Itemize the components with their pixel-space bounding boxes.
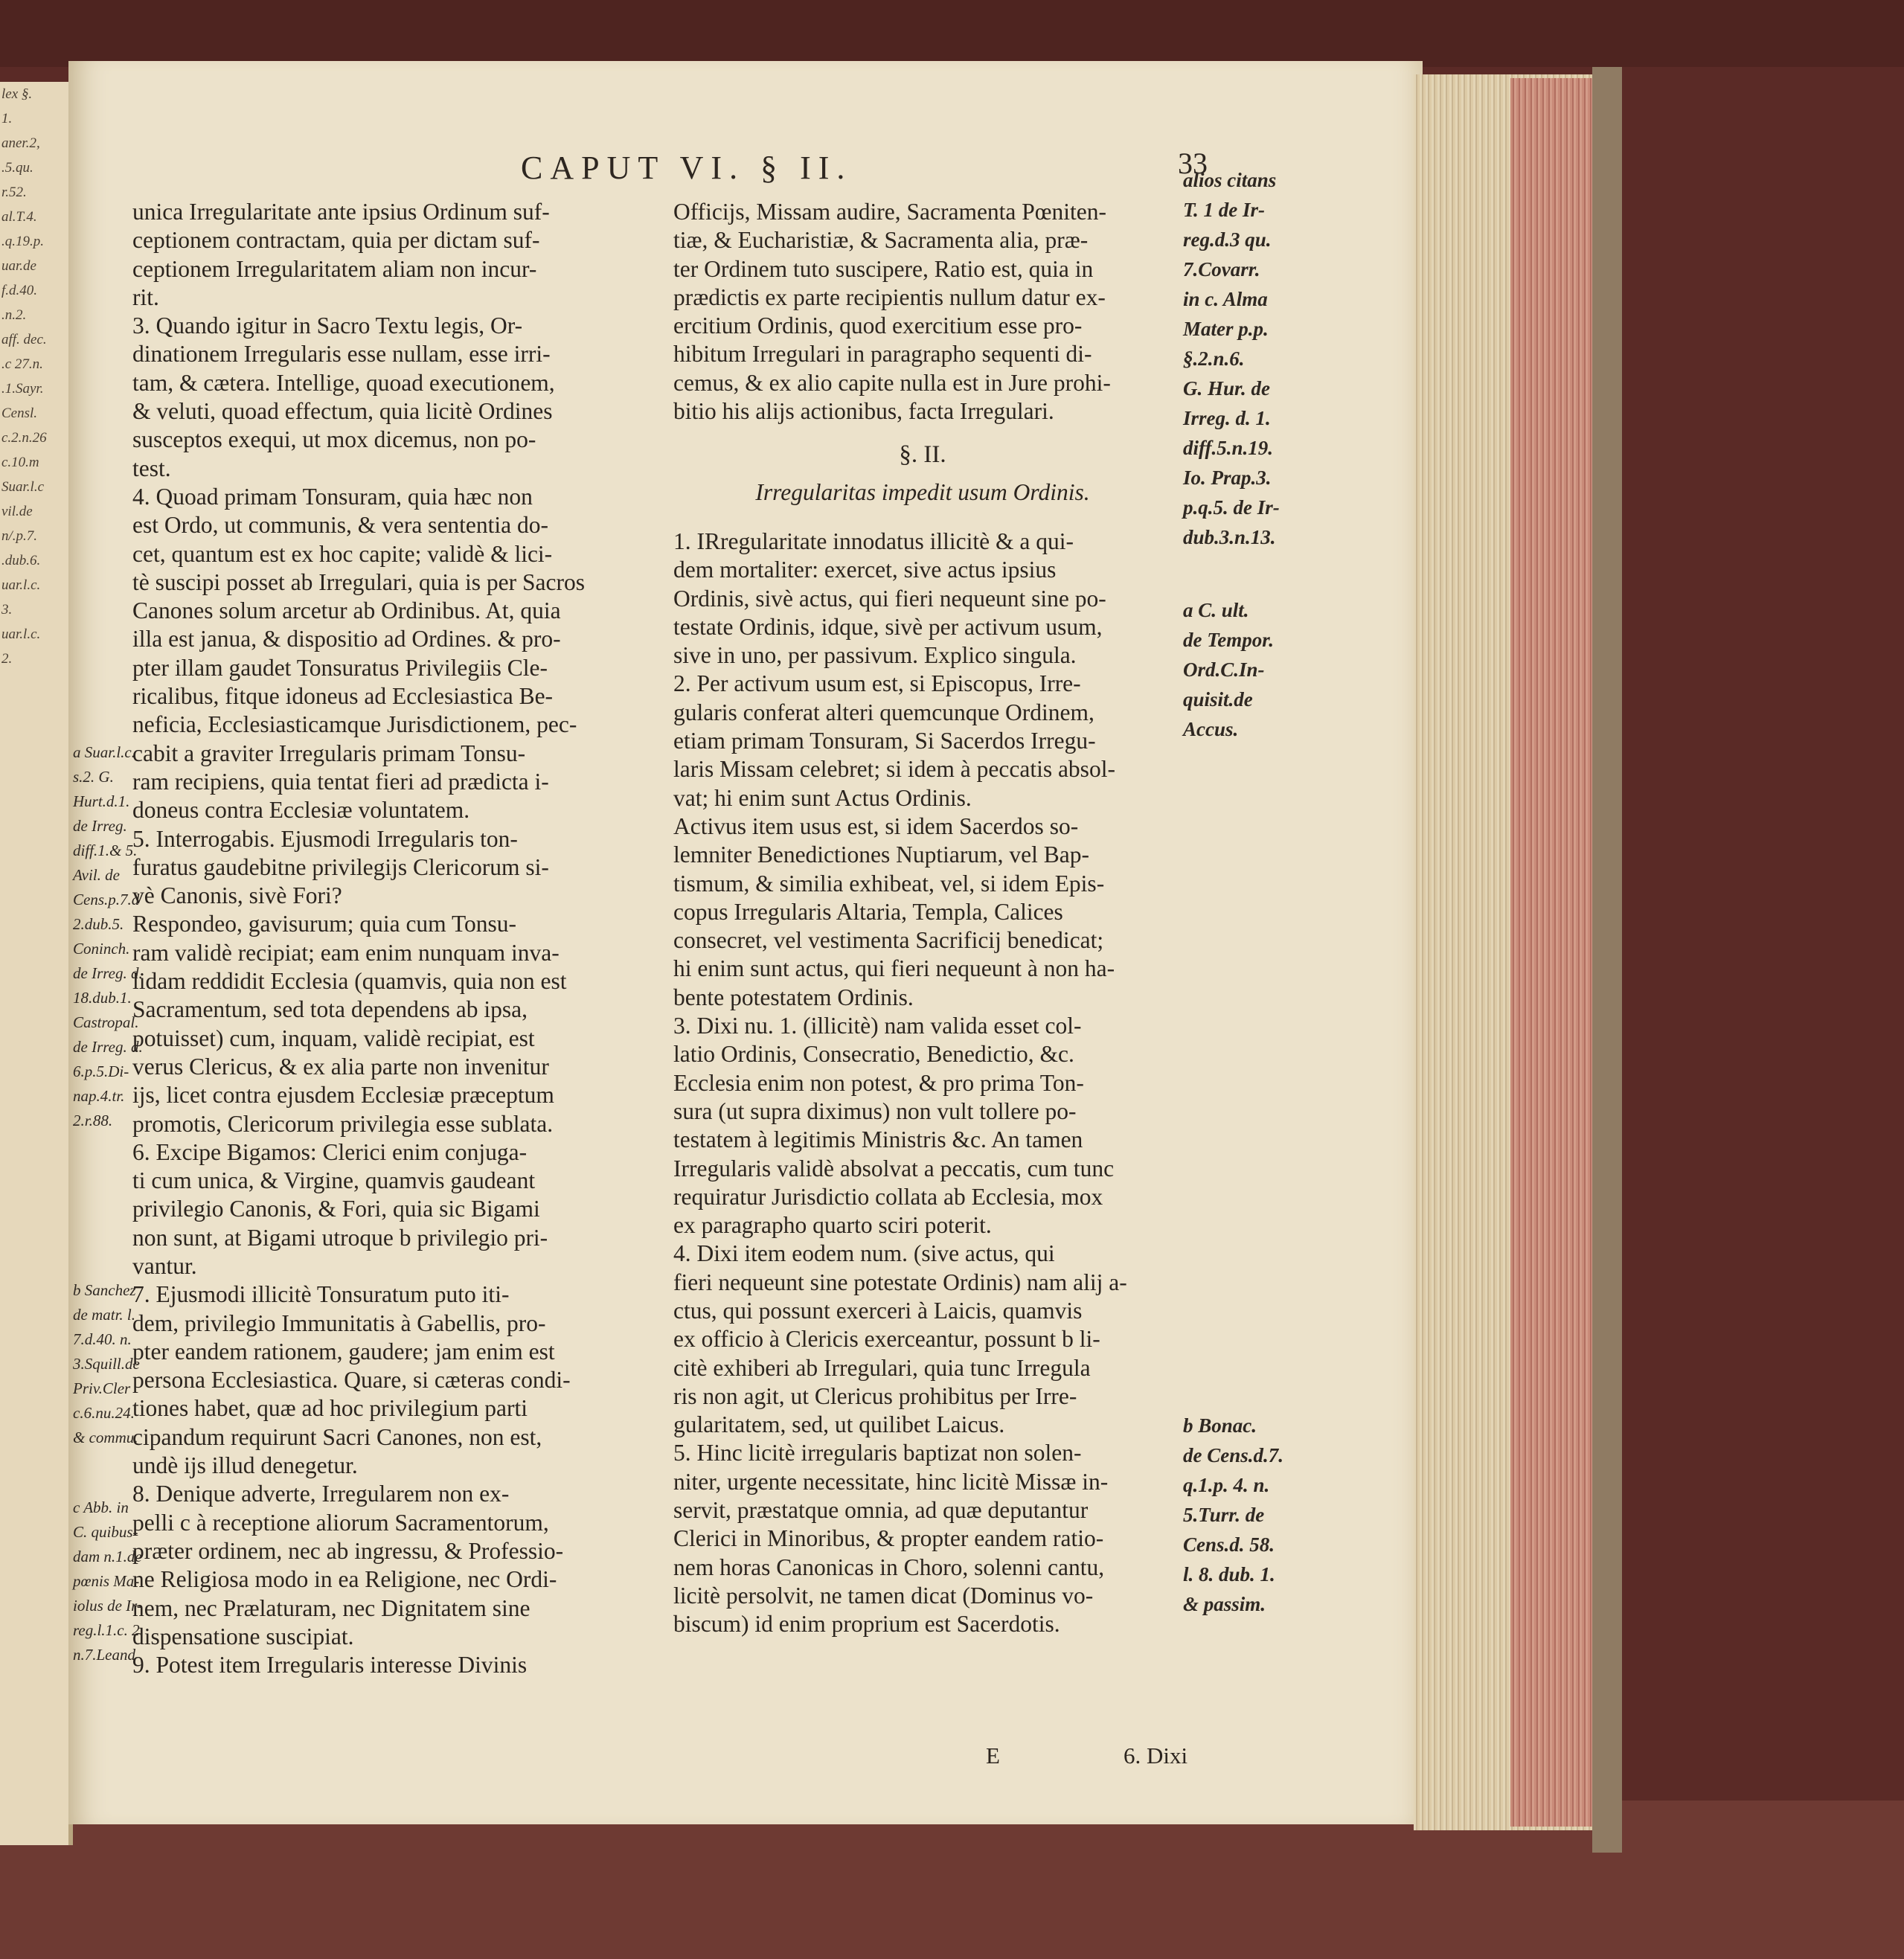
- text-line: pter illam gaudet Tonsuratus Privilegiis Cle-: [132, 654, 548, 681]
- margin-note-line: 6.p.5.Di-: [73, 1062, 129, 1080]
- margin-note-line: Irreg. d. 1.: [1183, 407, 1271, 429]
- section-title: Irregularitas impedit usum Ordinis.: [755, 478, 1090, 505]
- margin-notes-right-b: [1183, 595, 1274, 744]
- text-line: ex officio à Clericis exerceantur, possunt b li-: [673, 1326, 1100, 1353]
- margin-note-line: Hurt.d.1.: [73, 792, 130, 810]
- text-line: 9. Potest item Irregularis interesse Divinis: [132, 1652, 528, 1679]
- text-line: vè Canonis, sivè Fori?: [132, 882, 342, 909]
- text-line: 1. IRregularitate innodatus illicitè & a qui-: [673, 528, 1074, 554]
- text-line: Clerici in Minoribus, & propter eandem ratio-: [673, 1525, 1104, 1552]
- text-line: promotis, Clericorum privilegia esse sublata.: [132, 1110, 554, 1137]
- margin-note-line: b Sanchez: [73, 1281, 136, 1299]
- text-line: furatus gaudebitne privilegijs Clericorum si-: [132, 853, 549, 880]
- text-line: 2. Per activum usum est, si Episcopus, Irre-: [673, 670, 1081, 697]
- margin-note-line: Cens.d. 58.: [1183, 1533, 1275, 1556]
- text-line: 5. Hinc licitè irregularis baptizat non solen-: [673, 1440, 1082, 1466]
- text-line: doneus contra Ecclesiæ voluntatem.: [132, 797, 470, 824]
- margin-note-line: c Abb. in: [73, 1498, 129, 1516]
- margin-note-line: a C. ult.: [1183, 599, 1249, 621]
- text-line: ne Religiosa modo in ea Religione, nec Ordi-: [132, 1566, 557, 1593]
- margin-note-line: Ord.C.In-: [1183, 658, 1265, 681]
- running-head: CAPUT VI. § II.: [521, 150, 853, 186]
- catchword: 6. Dixi: [1124, 1742, 1188, 1769]
- left-page-fragment: uar.l.c.: [1, 577, 41, 593]
- text-line: verus Clericus, & ex alia parte non invenitur: [132, 1053, 549, 1080]
- margin-note-line: q.1.p. 4. n.: [1183, 1474, 1270, 1496]
- margin-note-line: Mater p.p.: [1183, 318, 1269, 340]
- margin-note-line: 2.r.88.: [73, 1112, 113, 1129]
- text-line: citè exhiberi ab Irregulari, quia tunc Irregula: [673, 1354, 1091, 1381]
- text-line: tiones habet, quæ ad hoc privilegium parti: [132, 1395, 528, 1422]
- text-line: bente potestatem Ordinis.: [673, 984, 914, 1010]
- text-line: ti cum unica, & Virgine, quamvis gaudeant: [132, 1167, 536, 1194]
- text-line: sive in uno, per passivum. Explico singula.: [673, 642, 1077, 669]
- margin-note-line: s.2. G.: [73, 768, 114, 786]
- text-line: 7. Ejusmodi illicitè Tonsuratum puto iti-: [132, 1281, 510, 1308]
- text-line: non sunt, at Bigami utroque b privilegio pri-: [132, 1224, 548, 1251]
- text-line: tiæ, & Eucharistiæ, & Sacramenta alia, præ-: [673, 227, 1089, 254]
- text-line: ijs, licet contra ejusdem Ecclesiæ præceptum: [132, 1082, 554, 1109]
- text-line: ram validè recipiat; eam enim nunquam inva-: [132, 939, 560, 966]
- left-page-fragment: lex §.: [1, 86, 33, 102]
- text-line: lemniter Benedictiones Nuptiarum, vel Bap-: [673, 841, 1089, 868]
- text-line: requiratur Jurisdictio collata ab Ecclesia, mox: [673, 1183, 1103, 1210]
- left-page-fragment: vil.de: [1, 504, 33, 519]
- text-line: tismum, & similia exhibeat, vel, si idem Epis-: [673, 870, 1105, 897]
- text-line: 3. Quando igitur in Sacro Textu legis, Or-: [132, 312, 523, 339]
- left-page-fragment: n/.p.7.: [1, 528, 38, 544]
- text-line: 8. Denique adverte, Irregularem non ex-: [132, 1481, 510, 1507]
- text-line: etiam primam Tonsuram, Si Sacerdos Irregu-: [673, 728, 1096, 754]
- text-line: 4. Quoad primam Tonsuram, quia hæc non: [132, 483, 533, 510]
- margin-note-line: Cens.p.7.d: [73, 891, 140, 908]
- text-line: undè ijs illud denegetur.: [132, 1452, 358, 1479]
- text-line: illa est janua, & dispositio ad Ordines. & pro-: [132, 626, 561, 653]
- text-line: 4. Dixi item eodem num. (sive actus, qui: [673, 1240, 1055, 1267]
- text-line: ex paragrapho quarto sciri poterit.: [673, 1212, 992, 1239]
- margin-note-line: p.q.5. de Ir-: [1183, 496, 1280, 519]
- text-line: pter eandem rationem, gaudere; jam enim est: [132, 1338, 555, 1365]
- text-line: licitè persolvit, ne tamen dicat (Dominus vo-: [673, 1582, 1094, 1609]
- text-line: dem mortaliter: exercet, sive actus ipsius: [673, 557, 1057, 583]
- margin-note-line: l. 8. dub. 1.: [1183, 1563, 1275, 1586]
- text-line: dem, privilegio Immunitatis à Gabellis, pro-: [132, 1309, 546, 1336]
- text-line: hibitum Irregulari in paragrapho sequenti di-: [673, 341, 1092, 368]
- text-line: ter Ordinem tuto suscipere, Ratio est, quia in: [673, 255, 1094, 282]
- margin-note-line: 3.Squill.de: [73, 1355, 140, 1373]
- margin-note-line: de Irreg. d.: [73, 964, 143, 982]
- left-page-fragment: .c 27.n.: [1, 356, 43, 372]
- margin-note-line: Coninch.: [73, 940, 130, 958]
- text-line: sura (ut supra diximus) non vult tollere po-: [673, 1097, 1077, 1124]
- margin-notes-right-c: [1183, 1411, 1283, 1619]
- margin-note-line: de matr. l.: [73, 1306, 135, 1324]
- left-page-fragment: 1.: [1, 111, 13, 126]
- text-line: gularis conferat alteri quemcunque Ordinem,: [673, 699, 1094, 725]
- margin-note-line: Io. Prap.3.: [1183, 466, 1272, 489]
- background-top: [0, 0, 1904, 67]
- text-line: Activus item usus est, si idem Sacerdos so-: [673, 812, 1079, 839]
- text-line: dispensatione suscipiat.: [132, 1623, 354, 1649]
- left-page-fragment: uar.l.c.: [1, 626, 41, 642]
- left-page-edge: [0, 82, 73, 1845]
- signature-mark: E: [986, 1742, 1000, 1769]
- text-line: nem, nec Prælaturam, nec Dignitatem sine: [132, 1594, 531, 1621]
- book-cover-edge: [1592, 67, 1622, 1853]
- margin-notes-right-a: [1183, 165, 1280, 552]
- margin-note-line: in c. Alma: [1183, 288, 1268, 310]
- text-line: dinationem Irregularis esse nullam, esse irri-: [132, 341, 551, 368]
- margin-note-line: T. 1 de Ir-: [1183, 199, 1266, 221]
- left-page-fragment: uar.de: [1, 258, 36, 274]
- text-line: Ecclesia enim non potest, & pro prima Ton-: [673, 1069, 1084, 1096]
- left-page-fragment: 3.: [1, 602, 13, 618]
- text-line: ram recipiens, quia tentat fieri ad prædicta i-: [132, 768, 549, 795]
- margin-note-line: 18.dub.1.: [73, 989, 132, 1007]
- text-line: susceptos exequi, ut mox dicemus, non po-: [132, 426, 536, 453]
- text-line: privilegio Canonis, & Fori, quia sic Bigami: [132, 1196, 540, 1222]
- text-line: persona Ecclesiastica. Quare, si cæteras condi-: [132, 1367, 571, 1394]
- margin-note-line: quisit.de: [1183, 688, 1253, 711]
- text-line: rit.: [132, 283, 159, 310]
- margin-note-line: nap.4.tr.: [73, 1087, 125, 1105]
- text-line: ceptionem contractam, quia per dictam suf-: [132, 227, 540, 254]
- margin-note-line: Accus.: [1183, 718, 1239, 740]
- margin-note-line: de Cens.d.7.: [1183, 1444, 1283, 1466]
- margin-note-line: c.6.nu.24.: [73, 1404, 135, 1422]
- text-line: Respondeo, gavisurum; quia cum Tonsu-: [132, 911, 517, 937]
- left-page-fragment: r.52.: [1, 185, 27, 200]
- text-column-right: [673, 198, 1172, 1639]
- text-line: cabit a graviter Irregularis primam Tonsu-: [132, 740, 526, 766]
- text-line: ercitium Ordinis, quod exercitium esse pro-: [673, 312, 1083, 339]
- margin-note-line: 7.d.40. n.: [73, 1330, 132, 1348]
- text-line: vantur.: [132, 1252, 197, 1279]
- text-column-left: [132, 198, 668, 1679]
- margin-notes-left-b: [73, 1278, 140, 1450]
- margin-note-line: dub.3.n.13.: [1183, 526, 1276, 548]
- margin-note-line: n.7.Leand: [73, 1646, 135, 1664]
- text-line: ris non agit, ut Clericus prohibitus per Irre-: [673, 1382, 1077, 1409]
- left-page-fragment: aff. dec.: [1, 332, 47, 347]
- left-page-fragment: .n.2.: [1, 307, 27, 323]
- margin-note-line: reg.d.3 qu.: [1183, 228, 1272, 251]
- text-line: unica Irregularitate ante ipsius Ordinum suf-: [132, 199, 550, 225]
- text-line: Ordinis, sivè actus, qui fieri nequeunt sine po-: [673, 585, 1106, 612]
- left-page-fragment: c.2.n.26: [1, 430, 47, 446]
- margin-note-line: 2.dub.5.: [73, 915, 124, 933]
- margin-note-line: alios citans: [1183, 169, 1277, 191]
- text-line: ctus, qui possunt exerceri à Laicis, quamvis: [673, 1297, 1083, 1324]
- text-line: cipandum requirunt Sacri Canones, non est,: [132, 1423, 542, 1450]
- left-page-fragment: .dub.6.: [1, 553, 41, 568]
- left-page-fragment: al.T.4.: [1, 209, 37, 225]
- text-line: prædictis ex parte recipientis nullum datur ex-: [673, 283, 1106, 310]
- margin-note-line: pœnis Ma-: [73, 1572, 140, 1590]
- margin-note-line: §.2.n.6.: [1183, 347, 1245, 370]
- text-line: & veluti, quoad effectum, quia licitè Ordines: [132, 398, 553, 425]
- text-line: præter ordinem, nec ab ingressu, & Professio-: [132, 1537, 564, 1564]
- text-line: cemus, & ex alio capite nulla est in Jure prohi-: [673, 369, 1111, 396]
- margin-note-line: G. Hur. de: [1183, 377, 1271, 400]
- left-page-fragment: Censl.: [1, 405, 38, 421]
- text-line: neficia, Ecclesiasticamque Jurisdictionem, pec-: [132, 711, 577, 738]
- margin-note-line: 5.Turr. de: [1183, 1504, 1265, 1526]
- margin-note-line: de Tempor.: [1183, 629, 1275, 651]
- text-line: tam, & cætera. Intellige, quoad executionem,: [132, 369, 555, 396]
- text-line: testate Ordinis, idque, sivè per activum usum,: [673, 613, 1103, 640]
- text-line: Sacramentum, sed tota dependens ab ipsa,: [132, 996, 528, 1023]
- section-heading: §. II.: [899, 441, 946, 469]
- text-line: Irregularis validè absolvat a peccatis, cum tunc: [673, 1155, 1115, 1182]
- text-line: lidam reddidit Ecclesia (quamvis, quia non est: [132, 968, 567, 995]
- text-line: 6. Excipe Bigamos: Clerici enim conjuga-: [132, 1138, 528, 1165]
- margin-note-line: reg.l.1.c. 2.: [73, 1621, 144, 1639]
- text-line: 3. Dixi nu. 1. (illicitè) nam valida esset col-: [673, 1013, 1082, 1039]
- margin-note-line: diff.1.& 5.: [73, 841, 138, 859]
- left-page-fragment: f.d.40.: [1, 283, 38, 298]
- left-page-fragment: 2.: [1, 651, 13, 667]
- margin-notes-left-a: [73, 740, 143, 1133]
- left-page-fragment: .q.19.p.: [1, 234, 44, 249]
- left-page-fragment: .1.Sayr.: [1, 381, 44, 397]
- margin-note-line: Priv.Cler: [73, 1379, 131, 1397]
- text-line: testatem à legitimis Ministris &c. An tamen: [673, 1126, 1083, 1153]
- text-line: nem horas Canonicas in Choro, solenni cantu,: [673, 1554, 1105, 1580]
- text-line: pelli c à receptione aliorum Sacramentorum,: [132, 1509, 549, 1536]
- margin-note-line: & passim.: [1183, 1593, 1266, 1615]
- text-line: est Ordo, ut communis, & vera sententia do-: [132, 512, 549, 539]
- text-line: hi enim sunt actus, qui fieri nequeunt à non ha-: [673, 955, 1115, 982]
- red-edge: [1510, 78, 1592, 1827]
- text-line: ceptionem Irregularitatem aliam non incur-: [132, 255, 537, 282]
- left-page-fragment: aner.2,: [1, 135, 40, 151]
- text-line: gularitatem, sed, ut quilibet Laicus.: [673, 1411, 1005, 1438]
- text-line: vat; hi enim sunt Actus Ordinis.: [673, 784, 972, 811]
- text-line: Officijs, Missam audire, Sacramenta Pœniten-: [673, 199, 1107, 225]
- margin-note-line: a Suar.l.c.: [73, 743, 135, 761]
- left-page-fragment: c.10.m: [1, 455, 39, 470]
- text-line: laris Missam celebret; si idem à peccatis absol-: [673, 756, 1115, 783]
- text-line: test.: [132, 455, 171, 481]
- margin-note-line: & commu.: [73, 1429, 138, 1446]
- margin-note-line: de Irreg. d.: [73, 1038, 143, 1056]
- text-line: biscum) id enim proprium est Sacerdotis.: [673, 1611, 1060, 1638]
- text-line: latio Ordinis, Consecratio, Benedictio, &c.: [673, 1041, 1074, 1068]
- margin-note-line: 7.Covarr.: [1183, 258, 1260, 280]
- margin-note-line: diff.5.n.19.: [1183, 437, 1274, 459]
- text-line: bitio his alijs actionibus, facta Irregulari.: [673, 398, 1054, 425]
- margin-note-line: de Irreg.: [73, 817, 127, 835]
- text-line: servit, præstatque omnia, ad quæ deputantur: [673, 1497, 1089, 1524]
- margin-notes-left-c: [73, 1495, 144, 1667]
- text-line: tè suscipi posset ab Irregulari, quia is per Sacros: [132, 568, 585, 595]
- margin-note-line: b Bonac.: [1183, 1414, 1257, 1437]
- left-page-fragment: .5.qu.: [1, 160, 33, 176]
- text-line: niter, urgente necessitate, hinc licitè Missæ in-: [673, 1468, 1109, 1495]
- text-line: cet, quantum est ex hoc capite; validè & lici-: [132, 540, 553, 567]
- margin-note-line: iolus de Ir-: [73, 1597, 142, 1615]
- text-line: fieri nequeunt sine potestate Ordinis) nam alij a-: [673, 1269, 1127, 1295]
- text-line: 5. Interrogabis. Ejusmodi Irregularis ton-: [132, 825, 518, 852]
- left-page-fragment: Suar.l.c: [1, 479, 44, 495]
- margin-note-line: Avil. de: [73, 866, 120, 884]
- text-line: ricalibus, fitque idoneus ad Ecclesiastica Be-: [132, 683, 554, 710]
- margin-note-line: C. quibus-: [73, 1523, 138, 1541]
- page-number: 33: [1178, 147, 1208, 180]
- text-line: Canones solum arcetur ab Ordinibus. At, quia: [132, 597, 561, 624]
- margin-note-line: dam n.1.de: [73, 1548, 142, 1565]
- text-line: copus Irregularis Altaria, Templa, Calices: [673, 898, 1063, 925]
- margin-note-line: Castropal.: [73, 1013, 139, 1031]
- text-line: potuisset) cum, inquam, validè recipiat, est: [132, 1025, 535, 1051]
- text-line: consecret, vel vestimenta Sacrificij benedicat;: [673, 927, 1104, 954]
